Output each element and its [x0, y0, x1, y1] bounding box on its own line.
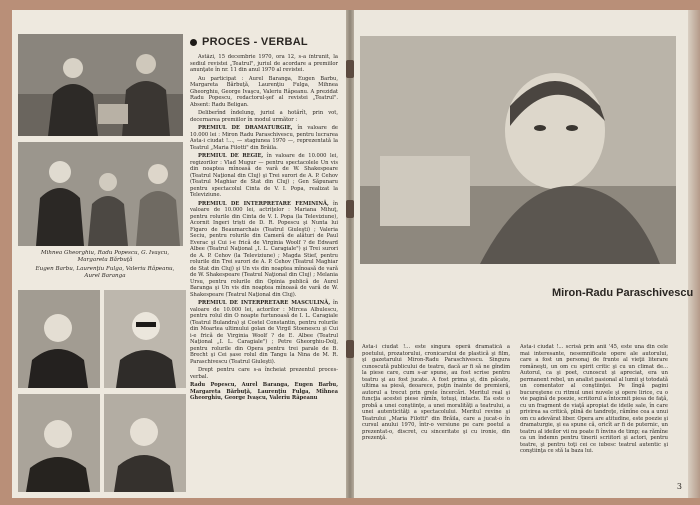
jury-photo-6: [104, 394, 186, 492]
jury-photo-2: [18, 142, 183, 246]
prize-label: PREMIUL DE DRAMATURGIE,: [198, 125, 293, 131]
page-number: 3: [676, 482, 682, 491]
prize-text: în valoare de 10.000 lei, actorilor : Mircea Albulescu, pentru rolul din O noapte furtunoasă de I. L. Caragiale (Teatrul Bulandra) şi Costel Constantin, pentru rolurile din Moartea ultimului golan de Virgil Stoenescu şi Cui i-e frică de Virginia Woolf ? de E. Albee (Teatrul Naţional „I. L. Caragiale") ; Petre Gheorghiu-Dolj, pentru rolurile din Opera pentru trei parale de B. Brecht şi Cei șase rolul din Tangu la Nina de M. R. Paraschivescu (Teatrul Giuleşti).: [190, 300, 338, 365]
prize-text: în valoare de 10.000 lei : Miron Radu Paraschivescu, pentru lucrarea Asta-i ciudat !..., — stagiunea 1970 —, reprezentată la Teatrul „Maria Filotti" din Brăila.: [190, 125, 338, 151]
portrait-title: Miron-Radu Paraschivescu: [552, 287, 694, 299]
article-column-2: Asta-i ciudat !... scrisă prin anii '45, este una din cele mai interesante, nesemnificate opere ale autorului, care a fost un personaj de frunte al vieţii literare româneşti, un om cu spirit critic şi cu un climat de... Autorul, ca şi poet, cunoscut şi apreciat, era un permanent rebel, un analist pasional al lumii şi totodată un comentator al conştiinţei. Pe lîngă pagini bucureştene cu ritmul unei nuvele şi opere lirice, cu o vie pagină de poezie, scriitorul a întocmit piesa de faţă, cu un fragment de viaţă apropiat de ideile sale, în care privirea sa critică, plină de tandreţe, rămîne cea a unui om cu adevărat liber. Opera are atitudine, este poezie şi dramaturgie, şi ea spune că, oricît ar fi de puternic, un teatru al ideilor vii nu poate fi învins de timp; ea rămîne ca un îndemn pentru tinerii scriitori şi actori, pentru teatre, şi pentru toţi cei ce iubesc teatrul autentic şi conştiinţa ce stă la baza lui.: [520, 344, 668, 454]
photo-caption-1: Mihnea Gheorghiu, Radu Popescu, G. Ivaşcu, Margareta Bărbuţă: [40, 250, 170, 263]
prize-label: PREMIUL DE INTERPRETARE FEMININĂ,: [198, 200, 329, 207]
page-edge: [688, 10, 700, 498]
proces-verbal-heading: [190, 36, 308, 48]
heading-bullet-icon: [190, 39, 197, 46]
prize-paragraph: [190, 201, 338, 299]
paragraph: Astăzi, 15 decembrie 1970, ora 12, s-a întrunit, la sediul revistei „Teatrul", juriul de acordare a premiilor anunţate în nr. 11 din anul 1970 al revistei.: [190, 54, 338, 73]
prize-text: în valoare de 10.000 lei, regizorilor : Vlad Mugur — pentru spectacolele Un vis din noaptea mînoasă de vară de W. Shakespeare (Teatrul Naţional din Cluj) şi Trei surori de A. P. Cehov (Teatrul Maghiar de Stat din Cluj) ; Gen Săpunaru pentru spectacolul Cinta de V. I. Popa, realizat la Televiziune.: [190, 153, 338, 198]
closing-text: Drept pentru care s-a încheiat prezentul proces-verbal.: [190, 367, 338, 380]
proces-verbal-text: [190, 54, 338, 494]
prize-paragraph: [190, 125, 338, 151]
jury-photo-5: [18, 394, 100, 492]
signers: Radu Popescu, Aurel Baranga, Eugen Barbu, Margareta Bărbuţă, Laurenţiu Fulga, Mihnea Gheorghiu, George Ivaşcu, Valeriu Râpeanu: [190, 382, 338, 401]
page-title: PROCES - VERBAL: [202, 36, 308, 48]
page-gutter: [346, 10, 354, 498]
prize-paragraph: [190, 153, 338, 199]
paragraph: Au participat : Aurel Baranga, Eugen Barbu, Margareta Bărbuţă, Laurenţiu Fulga, Mihnea Gheorghiu, George Ivaşcu, Valeriu Râpeanu. A prezidat Radu Popescu, redactorul-şef al revistei „Teatrul". Absent: Radu Beligan.: [190, 75, 338, 108]
prize-label: PREMIUL DE REGIE,: [198, 153, 264, 159]
prize-text: în valoare de 10.000 lei, actriţelor : Mariana Mihuţ, pentru rolurile din Cinta de V. I. Popa (la Televiziune), Acornit Ingeri triști de D. R. Popescu şi Nunta lui Figaro de Beaumarchais (Teatrul Giuleşti) ; Valeria Seciu, pentru rolurile din Cameră de alături de Paul Everac şi Cui i-e frică de Virginia Woolf ? de Edward Albee (Teatrul Naţional „I. L. Caragiale") şi Trei surori de A. P. Cehov (la Televiziune) ; Magda Stief, pentru rolurile din Trei surori de A. P. Cehov (Teatrul Maghiar de Stat din Cluj) şi Un vis din noaptea mînoasă de vară de W. Shakespeare (Teatrul Naţional din Cluj) ; Melania Ursu, pentru rolurile din Opinia publică de Aurel Baranga şi Un vis din noaptea mînoasă de vară de W. Shakespeare (Teatrul Naţional din Cluj).: [190, 200, 338, 298]
paragraph: Deliberînd îndelung, juriul a hotărît, prin vot, decernarea premiilor în modul următor :: [190, 110, 338, 123]
article-column-1: Asta-i ciudat !... este singura operă dramatică a poetului, prozatorului, cronicarului de plastică şi film, şi gazetarului Miron-Radu Paraschivescu. Singura cunoscută publicului de teatru, dacă ar fi să ne gîndim la piese care, cum s-ar spune, au fost scrise pentru teatru şi au fost jucate. A fost prima şi, din păcate, ultima sa piesă, deoarece, puţin înainte de premieră, autorul a trecut prin grele încercări. Meritul real şi funcţia acestei piese rămîn, totuşi, intacte. Ea este o probă a unei conştiinţe, a unei moralităţi a teatrului, a unei autenticităţi a spectacolului. Meritul revine şi Teatrului „Maria Filotti" din Brăila, care a jucat-o în cursul anului 1970, într-o versiune pe care poetul a prezentat-o, discret, cu sinceritate şi cu ironie, din prezenţă.: [362, 344, 510, 441]
portrait-photo: [360, 36, 676, 264]
binding-hole: [346, 60, 354, 78]
prize-label: PREMIUL DE INTERPRETARE MASCULINĂ,: [198, 300, 331, 306]
binding-hole: [346, 340, 354, 358]
jury-photo-4: [104, 290, 186, 388]
photo-caption-2: Eugen Barbu, Laurenţiu Fulga, Valeriu Râpeanu, Aurel Baranga: [35, 266, 175, 279]
jury-photo-3: [18, 290, 100, 388]
jury-photo-1: [18, 34, 183, 136]
binding-hole: [346, 200, 354, 218]
prize-paragraph: [190, 300, 338, 365]
